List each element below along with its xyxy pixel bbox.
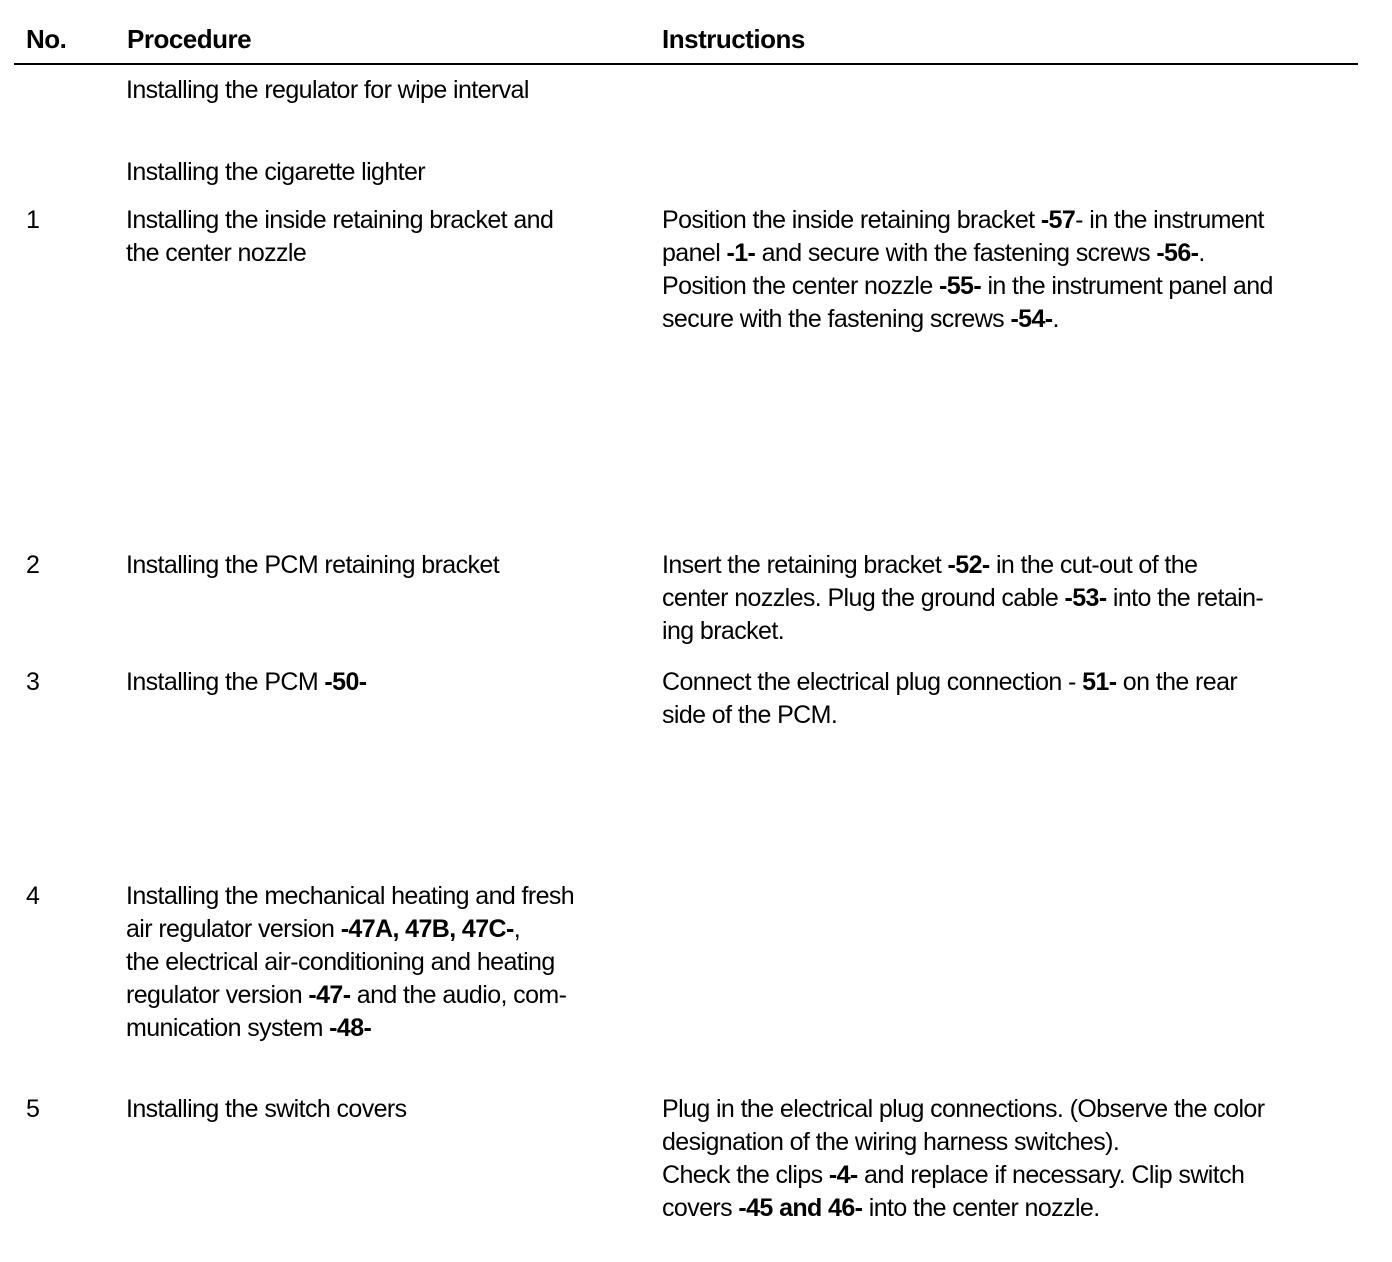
row-3-procedure: Installing the PCM retaining bracket <box>126 551 500 579</box>
row-4-no: 3 <box>26 668 40 696</box>
header-divider <box>14 63 1358 65</box>
row-3-instructions: Insert the retaining bracket -52- in the cut-out of the center nozzles. Plug the ground cable -53- into the retain- ing bracket. <box>662 551 1264 645</box>
row-2-instructions: Position the inside retaining bracket -57- in the instrument panel -1- and secure with the fastening screws -56-. Position the center nozzle -55- in the instrument panel and secure with the fastening screws -54-. <box>662 206 1273 333</box>
row-5-procedure: Installing the mechanical heating and fresh air regulator version -47A, 47B, 47C-, the electrical air-conditioning and heating regulator version -47- and the audio, com- munication system -48- <box>126 882 575 1042</box>
header-instructions: Instructions <box>662 24 805 54</box>
row-6-instructions: Plug in the electrical plug connections. (Observe the color designation of the wiring harness switches). Check the clips -4- and replace if necessary. Clip switch covers -45 and 46- into the center nozzle. <box>662 1095 1265 1222</box>
row-6-procedure: Installing the switch covers <box>126 1095 407 1123</box>
row-3-no: 2 <box>26 551 40 579</box>
header-no: No. <box>26 24 67 54</box>
header-procedure: Procedure <box>127 24 252 54</box>
row-5-no: 4 <box>26 882 40 910</box>
row-1-procedure: Installing the cigarette lighter <box>126 158 426 186</box>
row-2-procedure: Installing the inside retaining bracket and the center nozzle <box>126 206 554 267</box>
row-4-instructions: Connect the electrical plug connection - 51- on the rear side of the PCM. <box>662 668 1238 729</box>
row-6-no: 5 <box>26 1095 40 1123</box>
row-4-procedure: Installing the PCM -50- <box>126 668 367 696</box>
row-0-procedure: Installing the regulator for wipe interval <box>126 76 529 104</box>
row-2-no: 1 <box>26 206 40 234</box>
